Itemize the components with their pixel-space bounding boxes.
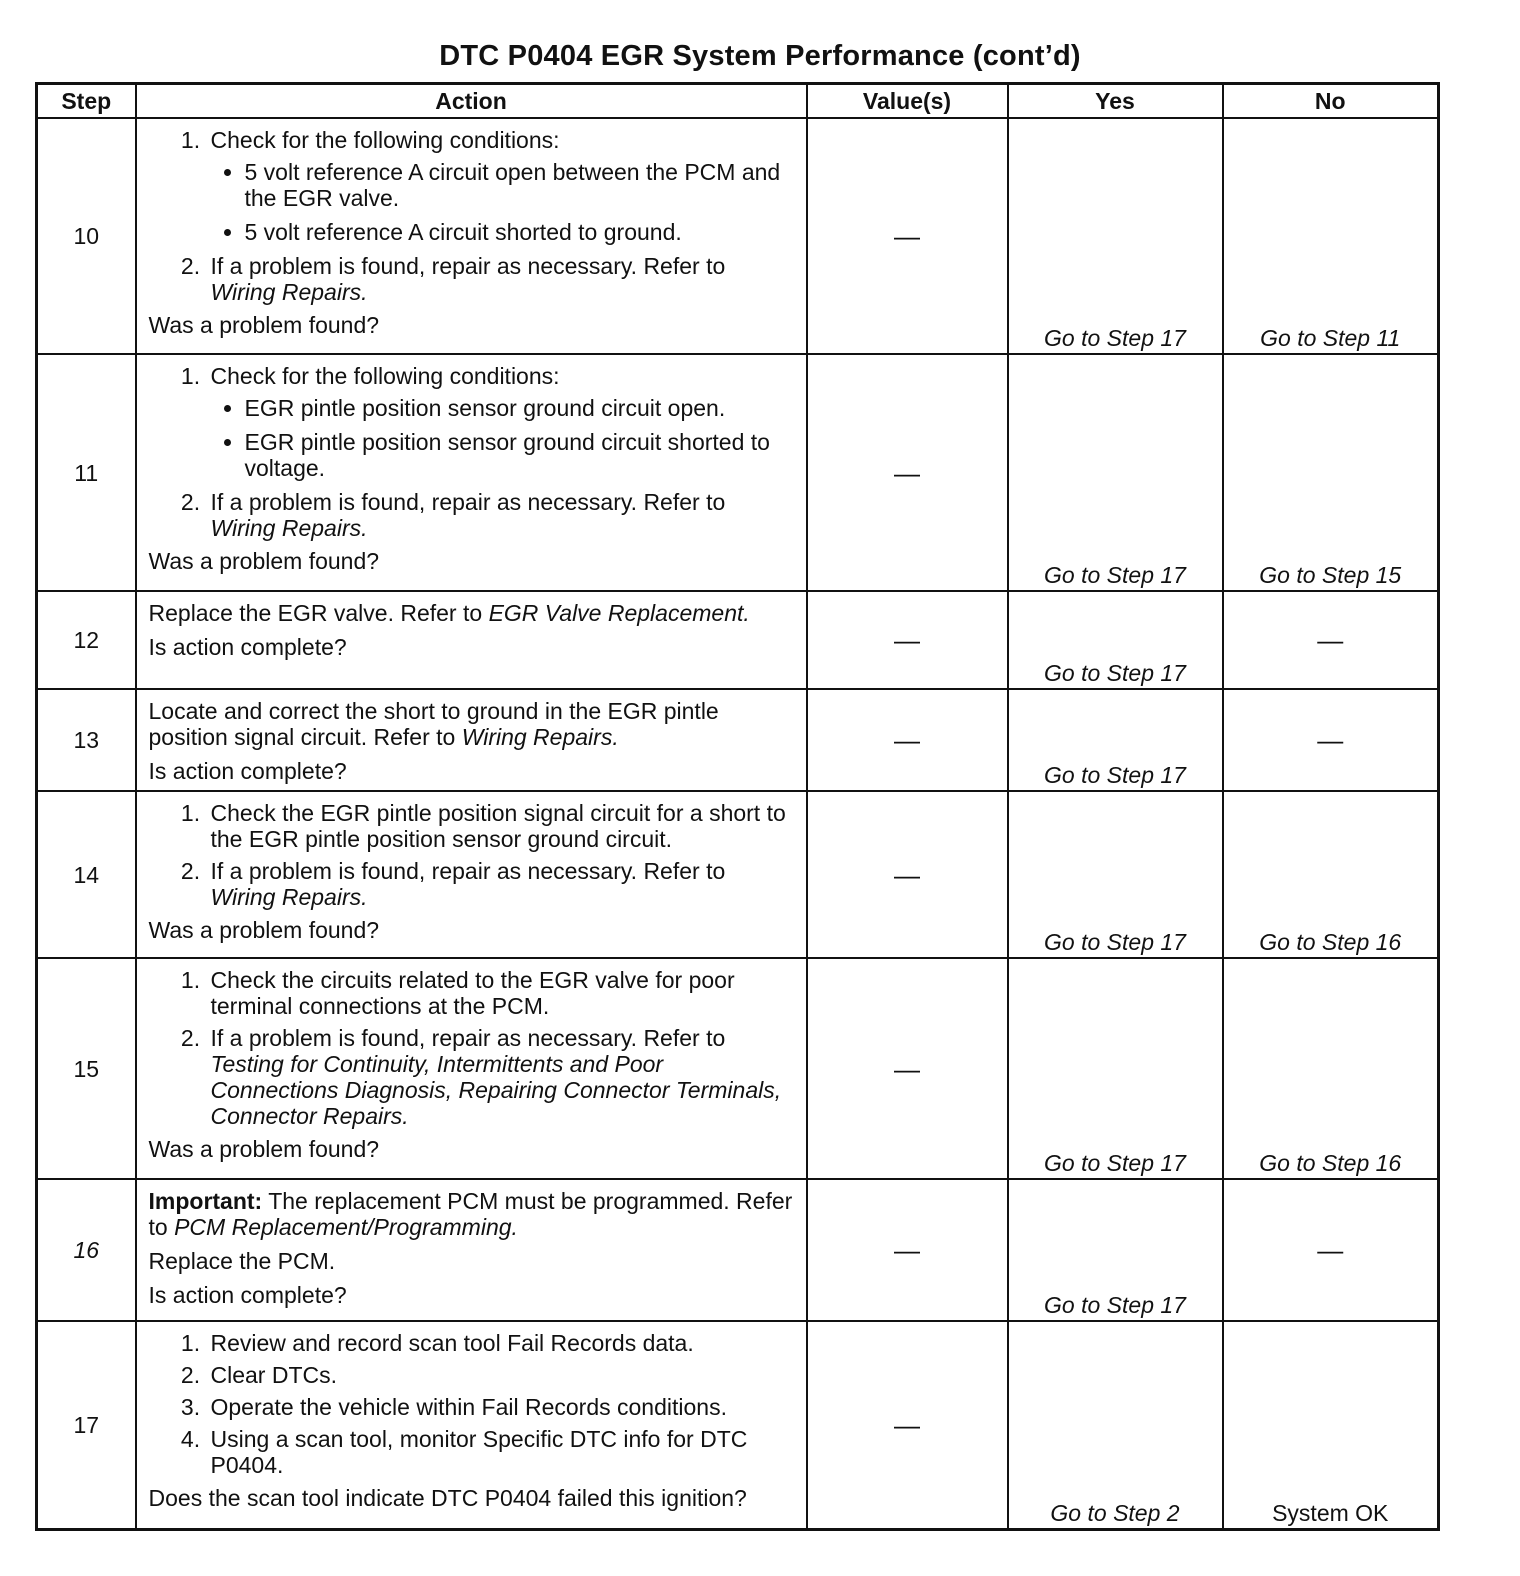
table-row-step-14 xyxy=(37,791,1439,958)
action-step xyxy=(207,858,796,910)
action-step xyxy=(207,489,796,541)
value-cell: — xyxy=(807,1321,1008,1529)
no-result: — xyxy=(1223,1179,1439,1321)
action-step xyxy=(207,1025,796,1129)
no-result: Go to Step 16 xyxy=(1223,958,1439,1179)
action-steps xyxy=(149,967,796,1129)
action-step xyxy=(207,127,796,245)
value-cell: — xyxy=(807,791,1008,958)
step-number: 12 xyxy=(37,591,136,689)
reference-link-text: Wiring Repairs. xyxy=(210,279,368,305)
condition-item: • 5 volt reference A circuit shorted to ground. xyxy=(245,219,796,245)
yes-result: Go to Step 17 xyxy=(1008,354,1223,591)
condition-list xyxy=(211,395,796,481)
important-note xyxy=(149,1188,796,1240)
header-step: Step xyxy=(37,84,136,119)
action-step xyxy=(207,363,796,481)
step-number: 10 xyxy=(37,118,136,354)
diagnostic-table xyxy=(35,82,1440,1531)
action-step xyxy=(207,967,796,1019)
reference-link-text: Wiring Repairs. xyxy=(210,884,368,910)
action-cell xyxy=(136,591,807,689)
table-row-step-13 xyxy=(37,689,1439,791)
action-step-text: If a problem is found, repair as necessary. Refer to xyxy=(210,1025,726,1051)
yes-result: Go to Step 17 xyxy=(1008,791,1223,958)
table-row-step-10 xyxy=(37,118,1439,354)
action-step-text: If a problem is found, repair as necessary. Refer to xyxy=(210,253,726,279)
table-row-step-12 xyxy=(37,591,1439,689)
yes-result: Go to Step 17 xyxy=(1008,118,1223,354)
important-text: The replacement PCM must be programmed. Refer to xyxy=(148,1188,793,1240)
action-text xyxy=(149,698,796,750)
step-number: 15 xyxy=(37,958,136,1179)
action-cell xyxy=(136,958,807,1179)
reference-link-text: Wiring Repairs. xyxy=(461,724,619,750)
table-row-step-17 xyxy=(37,1321,1439,1529)
no-result: Go to Step 15 xyxy=(1223,354,1439,591)
action-step-text: Check the EGR pintle position signal circuit for a short to the EGR pintle position sensor ground circuit. xyxy=(210,800,786,852)
action-steps xyxy=(149,363,796,541)
table-row-step-15 xyxy=(37,958,1439,1179)
action-cell xyxy=(136,1321,807,1529)
value-cell: — xyxy=(807,689,1008,791)
header-no: No xyxy=(1223,84,1439,119)
no-result: System OK xyxy=(1223,1321,1439,1529)
reference-link-text: Testing for Continuity, Intermittents and Poor Connections Diagnosis, Repairing Connector Terminals, Connector Repairs. xyxy=(210,1051,782,1129)
value-cell: — xyxy=(807,1179,1008,1321)
action-text xyxy=(149,600,796,626)
action-cell xyxy=(136,1179,807,1321)
action-step xyxy=(207,253,796,305)
condition-item: • 5 volt reference A circuit open between the PCM and the EGR valve. xyxy=(245,159,796,211)
condition-item: • EGR pintle position sensor ground circuit shorted to voltage. xyxy=(245,429,796,481)
action-steps xyxy=(149,1330,796,1478)
action-steps xyxy=(149,127,796,305)
reference-link-text: EGR Valve Replacement. xyxy=(488,600,750,626)
step-number: 16 xyxy=(37,1179,136,1321)
value-cell: — xyxy=(807,958,1008,1179)
action-step: 4. Using a scan tool, monitor Specific DTC info for DTC P0404. xyxy=(207,1426,796,1478)
action-cell xyxy=(136,118,807,354)
action-step-text: If a problem is found, repair as necessary. Refer to xyxy=(210,858,726,884)
value-cell: — xyxy=(807,354,1008,591)
action-step-text: Check the circuits related to the EGR valve for poor terminal connections at the PCM. xyxy=(210,967,735,1019)
no-result: — xyxy=(1223,591,1439,689)
action-cell xyxy=(136,354,807,591)
step-number: 13 xyxy=(37,689,136,791)
action-step-text: Locate and correct the short to ground in the EGR pintle position signal circuit. Refer to xyxy=(148,698,719,750)
action-question: Was a problem found? xyxy=(148,312,380,338)
action-question: Is action complete? xyxy=(148,758,347,784)
action-cell xyxy=(136,791,807,958)
yes-result: Go to Step 17 xyxy=(1008,689,1223,791)
no-result: Go to Step 16 xyxy=(1223,791,1439,958)
step-number: 14 xyxy=(37,791,136,958)
yes-result: Go to Step 17 xyxy=(1008,1179,1223,1321)
condition-item: • EGR pintle position sensor ground circuit open. xyxy=(245,395,796,421)
table-header-row xyxy=(37,84,1439,119)
step-number: 17 xyxy=(37,1321,136,1529)
action-question: Was a problem found? xyxy=(148,548,380,574)
header-action: Action xyxy=(136,84,807,119)
action-step-text: Check for the following conditions: xyxy=(210,363,560,389)
action-step-text: If a problem is found, repair as necessary. Refer to xyxy=(210,489,726,515)
action-step: 3. Operate the vehicle within Fail Records conditions. xyxy=(207,1394,796,1420)
value-cell: — xyxy=(807,118,1008,354)
no-result: — xyxy=(1223,689,1439,791)
reference-link-text: PCM Replacement/Programming. xyxy=(174,1214,518,1240)
action-step: 1. Review and record scan tool Fail Records data. xyxy=(207,1330,796,1356)
action-step-text: Replace the EGR valve. Refer to xyxy=(148,600,483,626)
action-text: Replace the PCM. xyxy=(148,1248,336,1274)
action-cell xyxy=(136,689,807,791)
step-number: 11 xyxy=(37,354,136,591)
yes-result: Go to Step 2 xyxy=(1008,1321,1223,1529)
action-question: Does the scan tool indicate DTC P0404 failed this ignition? xyxy=(148,1485,747,1511)
header-values: Value(s) xyxy=(807,84,1008,119)
no-result: Go to Step 11 xyxy=(1223,118,1439,354)
action-question: Was a problem found? xyxy=(148,1136,380,1162)
reference-link-text: Wiring Repairs. xyxy=(210,515,368,541)
action-step xyxy=(207,800,796,852)
action-step: 2. Clear DTCs. xyxy=(207,1362,796,1388)
page-title: DTC P0404 EGR System Performance (cont’d) xyxy=(439,40,1081,72)
important-label: Important: xyxy=(148,1188,263,1214)
table-row-step-11 xyxy=(37,354,1439,591)
yes-result: Go to Step 17 xyxy=(1008,958,1223,1179)
action-question: Was a problem found? xyxy=(148,917,380,943)
header-yes: Yes xyxy=(1008,84,1223,119)
action-steps xyxy=(149,800,796,910)
action-question: Is action complete? xyxy=(148,634,347,660)
condition-list xyxy=(211,159,796,245)
table-row-step-16 xyxy=(37,1179,1439,1321)
action-question: Is action complete? xyxy=(148,1282,347,1308)
yes-result: Go to Step 17 xyxy=(1008,591,1223,689)
action-step-text: Check for the following conditions: xyxy=(210,127,560,153)
value-cell: — xyxy=(807,591,1008,689)
